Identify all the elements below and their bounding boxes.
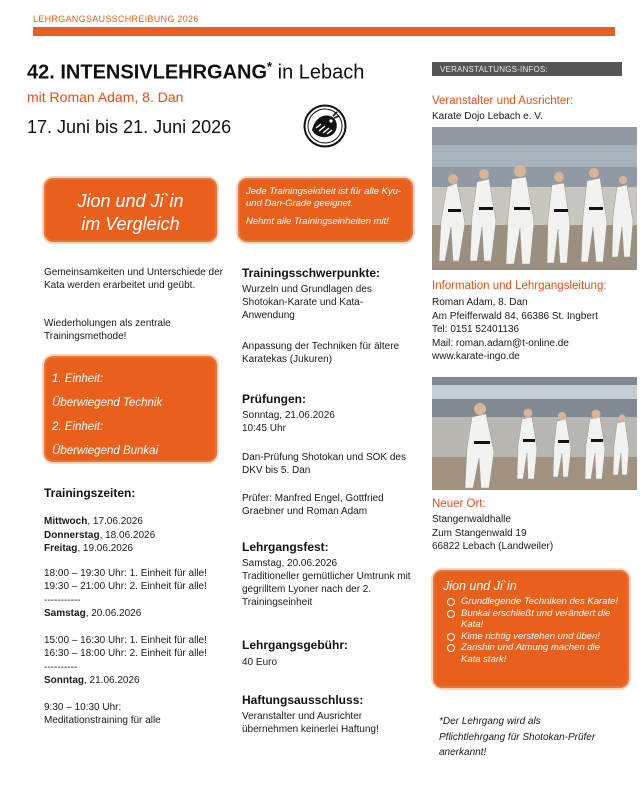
kata-box-line2: im Vergleich [81, 214, 180, 234]
schwerpunkte-text-2: Anpassung der Techniken für ältere Karatekas (Jukuren) [242, 341, 400, 365]
event-dates: 17. Juni bis 21. Juni 2026 [27, 117, 232, 137]
day-saturday: Samstag, 20.06.2026 [44, 608, 142, 619]
haftung-text: Veranstalter und Ausrichter übernehmen keinerlei Haftung! [242, 711, 379, 735]
separator-1: ----------- [44, 594, 81, 606]
einheit-1-text: Überwiegend Technik [52, 397, 163, 409]
karate-training-photo-2 [432, 377, 637, 490]
footnote [439, 714, 595, 761]
info-mail[interactable]: Mail: roman.adam@t-online.de [432, 337, 569, 349]
schwerpunkte-title: Trainingsschwerpunkte: [242, 266, 381, 280]
jion-box-title: Jion und Ji`in [443, 579, 517, 593]
info-details [432, 296, 598, 364]
day-wednesday: Mittwoch, 17.06.2026 [44, 516, 143, 527]
info-bar: VERANSTALTUNGS-INFOS: [432, 62, 622, 76]
time-4: 16:30 – 18:00 Uhr: 2. Einheit für alle! [44, 648, 207, 659]
ort-hall: Stangenwaldhalle [432, 514, 511, 525]
gebuehr-title: Lehrgangsgebühr: [242, 638, 349, 652]
time-5: 9:30 – 10:30 Uhr: [44, 701, 122, 713]
fest-title: Lehrgangsfest: [242, 540, 329, 554]
separator-2: ---------- [44, 661, 78, 673]
ort-title: Neuer Ort: [432, 498, 486, 510]
info-box-line1: Jede Trainingseinheit ist für alle Kyu- und Dan-Grade geeignet. [246, 186, 402, 209]
day-friday: Freitag, 19.06.2026 [44, 543, 133, 554]
pruefungen-time: 10:45 Uhr [242, 423, 286, 434]
jion-item: Kime richtig verstehen und üben! [443, 631, 621, 643]
info-box [238, 178, 413, 242]
jion-box-list [443, 596, 621, 665]
time-1: 18:00 – 19:30 Uhr: 1. Einheit für alle! [44, 567, 207, 579]
pruefungen-text-2: Prüfer: Manfred Engel, Gottfried Graebner und Roman Adam [242, 493, 384, 517]
fest-date: Samstag, 20.06.2026 [242, 558, 338, 569]
info-website[interactable]: www.karate-ingo.de [432, 351, 520, 362]
pruefungen-text-1: Dan-Prüfung Shotokan und SOK des DKV bis 5. Dan [242, 452, 406, 476]
header-label: LEHRGANGSAUSSCHREIBUNG 2026 [33, 14, 199, 24]
einheit-2-text: Überwiegend Bunkai [52, 445, 159, 457]
info-box-line2: Nehmt alle Trainingseinheiten mit! [246, 216, 389, 227]
trainingszeiten-list [44, 515, 234, 728]
pruefungen-date: Sonntag, 21.06.2026 [242, 410, 335, 421]
day-thursday: Donnerstag, 18.06.2026 [44, 529, 156, 541]
haftung-title: Haftungsausschluss: [242, 693, 364, 707]
title-star: * [267, 59, 273, 74]
kata-box-line1: Jion und Ji`in [77, 191, 184, 211]
info-title: Information und Lehrgangsleitung: [432, 280, 607, 292]
jion-box [433, 570, 629, 688]
shotokan-tiger-logo [303, 104, 347, 148]
day-sunday: Sonntag, 21.06.2026 [44, 675, 140, 686]
footnote-line3: anerkannt! [439, 747, 487, 758]
trainingszeiten-title: Trainingszeiten: [44, 486, 136, 500]
einheit-2-label: 2. Einheit: [52, 421, 104, 433]
einheit-1-label: 1. Einheit: [52, 373, 104, 385]
subtitle: mit Roman Adam, 8. Dan [27, 89, 184, 105]
time-6: Meditationstraining für alle [44, 715, 161, 726]
pruefungen-title: Prüfungen: [242, 392, 306, 406]
time-3: 15:00 – 16:30 Uhr: 1. Einheit für alle! [44, 634, 207, 646]
gebuehr-value: 40 Euro [242, 657, 278, 668]
karate-training-photo-1 [432, 127, 637, 270]
kata-text-1: Gemeinsamkeiten und Unterschiede der Kata werden erarbeitet und geübt. [44, 267, 223, 291]
ort-street: Zum Stangenwald 19 [432, 527, 527, 539]
kata-box [44, 178, 217, 242]
footnote-line2: Pflichtlehrgang für Shotokan-Prüfer [439, 731, 596, 743]
ort-details [432, 513, 553, 554]
einheit-box [44, 356, 217, 462]
info-phone: Tel: 0151 52401136 [432, 324, 520, 335]
time-2: 19:30 – 21:00 Uhr: 2. Einheit für alle! [44, 581, 207, 592]
page-title [27, 59, 364, 85]
veranstalter-title: Veranstalter und Ausrichter: [432, 95, 574, 107]
schwerpunkte-text-1: Wurzeln und Grundlagen des Shotokan-Karate und Kata-Anwendung [242, 284, 372, 321]
jion-item: Zanshin und Atmung machen die Kata stark! [443, 642, 621, 665]
footnote-line1: *Der Lehrgang wird als [439, 716, 541, 727]
jion-item: Grundlegende Techniken des Karate! [443, 596, 621, 608]
title-main: 42. INTENSIVLEHRGANG [27, 61, 268, 84]
jion-item: Bunkai erschließt und verändert die Kata! [443, 608, 621, 631]
info-address: Am Pfeifferwald 84, 66386 St. Ingbert [432, 310, 599, 322]
kata-text-2: Wiederholungen als zentrale Trainingsmethode! [44, 318, 171, 342]
info-name: Roman Adam, 8. Dan [432, 297, 528, 308]
fest-text: Traditioneller gemütlicher Umtrunk mit gegrilltem Lyoner nach der 2. Trainingseinheit [242, 571, 411, 608]
header-rule [33, 27, 615, 36]
title-place: in Lebach [272, 61, 365, 84]
veranstalter-name: Karate Dojo Lebach e. V. [432, 111, 543, 122]
ort-city: 66822 Lebach (Landweiler) [432, 541, 554, 552]
